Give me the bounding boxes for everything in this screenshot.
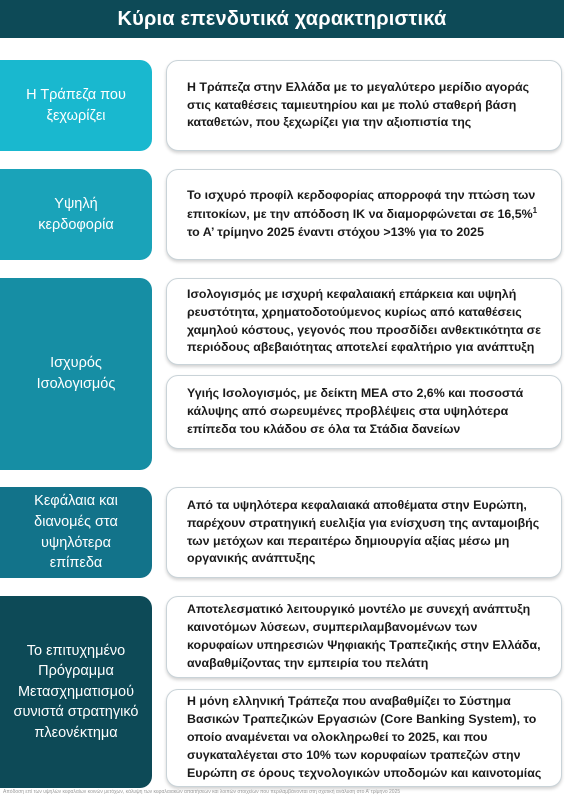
- card-text: Η μόνη ελληνική Τράπεζα που αναβαθμίζει το Σύστημα Βασικών Τραπεζικών Εργασιών (Core Banking System), το οποίο αναμένεται να ολοκληρωθεί το 2025, και που συγκαταλέγεται στο 10% των κορυφαίων τραπεζών στην Ευρώπη σε όρους τεχνολογικών υποδομών και καινοτομίας: [187, 694, 542, 780]
- card-balance-sheet-capital: [166, 278, 562, 365]
- card-text: Το ισχυρό προφίλ κερδοφορίας απορροφά την πτώση των επιτοκίων, με την απόδοση ΙΚ να διαμορφώνεται σε 16,5%$^1$ το Α’ τρίμηνο 2025 έναντι στόχου >13% για το 2025: [187, 187, 538, 240]
- card-distinct-bank: [166, 60, 562, 151]
- card-balance-sheet-npe: [166, 375, 562, 449]
- card-text: Από τα υψηλότερα κεφαλαιακά αποθέματα στην Ευρώπη, παρέχουν στρατηγική ευελιξία για ενίσχυση της ανταμοιβής των μετόχων και περαιτέρω δημιουργία αξίας μέσω μη οργανικής ανάπτυξης: [187, 497, 540, 566]
- row-label-high-profitability: Υψηλή κερδοφορία: [0, 169, 152, 260]
- card-text: Ισολογισμός με ισχυρή κεφαλαιακή επάρκεια και υψηλή ρευστότητα, χρηματοδοτούμενος κυρίως από καταθέσεις χαμηλού κόστους, γεγονός που προσδίδει ανθεκτικότητα σε περιόδους αβεβαιότητας αποτελεί εφαλτήριο για ανάπτυξη: [187, 286, 542, 355]
- card-text: Αποτελεσματικό λειτουργικό μοντέλο με συνεχή ανάπτυξη καινοτόμων λύσεων, συμπεριλαμβανομένων των κορυφαίων υπηρεσιών Ψηφιακής Τραπεζικής στην Ελλάδα, αναβαθμίζοντας την εμπειρία του πελάτη: [187, 602, 541, 670]
- row-label-distinct-bank: Η Τράπεζα που ξεχωρίζει: [0, 60, 152, 151]
- row-label-strong-balance-sheet: Ισχυρός Ισολογισμός: [0, 278, 152, 470]
- card-high-profitability: [166, 169, 562, 260]
- card-text: Υγιής Ισολογισμός, με δείκτη ΜΕΑ στο 2,6% και ποσοστά κάλυψης από σωρευμένες προβλέψεις στα υψηλότερα επίπεδα του κλάδου σε όλα τα Στάδια δανείων: [187, 386, 524, 436]
- card-operating-model: [166, 596, 562, 678]
- card-capital-distributions: [166, 487, 562, 578]
- card-text: Η Τράπεζα στην Ελλάδα με το μεγαλύτερο μερίδιο αγοράς στις καταθέσεις ταμιευτηρίου και με πολύ σταθερή βάση καταθετών, που ξεχωρίζει για την αξιοπιστία της: [187, 79, 530, 130]
- footnote: Απόδοση επί των υψηλών κεφαλαίων κοινών μετόχων, κάλυψη των κεφαλαιακών απαιτήσεων και λοιπών στοιχείων που περιλαμβάνονται στη σχετική ανάλυση στο Α’ τρίμηνο 2025: [3, 789, 401, 795]
- row-label-capital-distributions: Κεφάλαια και διανομές στα υψηλότερα επίπεδα: [0, 487, 152, 578]
- row-label-transformation: Το επιτυχημένο Πρόγραμμα Μετασχηματισμού συνιστά στρατηγικό πλεονέκτημα: [0, 596, 152, 788]
- page-title: Κύρια επενδυτικά χαρακτηριστικά: [0, 0, 564, 38]
- footnote-marker: 1: [532, 205, 538, 215]
- card-core-banking: [166, 689, 562, 787]
